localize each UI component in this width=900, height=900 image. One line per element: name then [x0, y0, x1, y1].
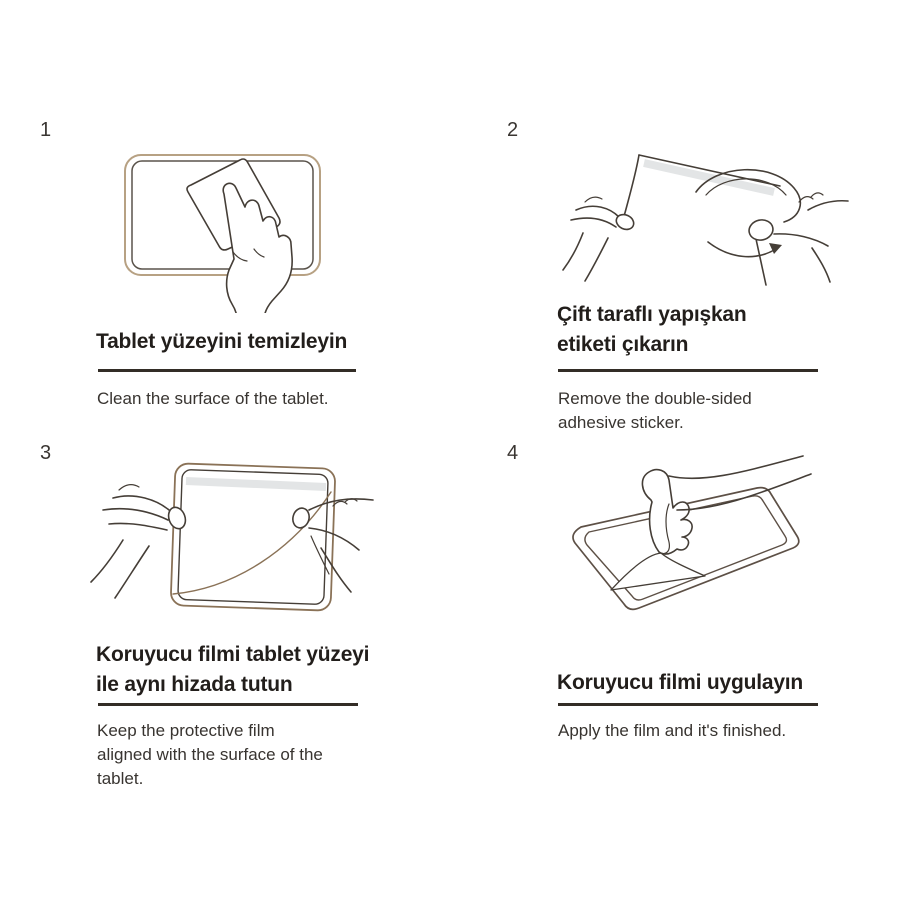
- peel-adhesive-sticker-illustration: [548, 138, 850, 303]
- step-3-number: 3: [40, 442, 52, 464]
- step-4-subtitle: Apply the film and it's finished.: [558, 721, 787, 740]
- step-3-subtitle: Keep the protective film aligned with the surface of the tablet.: [97, 721, 323, 788]
- step-2-title: Çift taraflı yapışkan etiketi çıkarın: [557, 303, 747, 356]
- peel-direction-arrow: [708, 242, 782, 257]
- align-film-illustration: [85, 452, 377, 620]
- hand-icon: [223, 183, 292, 313]
- film-bubble: [611, 553, 705, 590]
- step-4-number: 4: [507, 442, 519, 464]
- step-1-number: 1: [40, 119, 52, 141]
- step-1-title: Tablet yüzeyini temizleyin: [96, 330, 348, 353]
- step-1-divider: [98, 369, 356, 372]
- step-2-divider: [558, 369, 818, 372]
- adhesive-film: [622, 155, 800, 285]
- step-2-subtitle: Remove the double-sided adhesive sticker.: [558, 389, 752, 432]
- clean-tablet-illustration: [112, 148, 327, 313]
- step-1-subtitle: Clean the surface of the tablet.: [97, 389, 329, 408]
- protective-film: [171, 463, 336, 610]
- step-3-divider: [98, 703, 358, 706]
- step-2-number: 2: [507, 119, 519, 141]
- step-4-title: Koruyucu filmi uygulayın: [557, 671, 804, 694]
- step-3-title: Koruyucu filmi tablet yüzeyi ile aynı hizada tutun: [96, 643, 370, 696]
- step-4-divider: [558, 703, 818, 706]
- apply-film-illustration: [555, 450, 815, 620]
